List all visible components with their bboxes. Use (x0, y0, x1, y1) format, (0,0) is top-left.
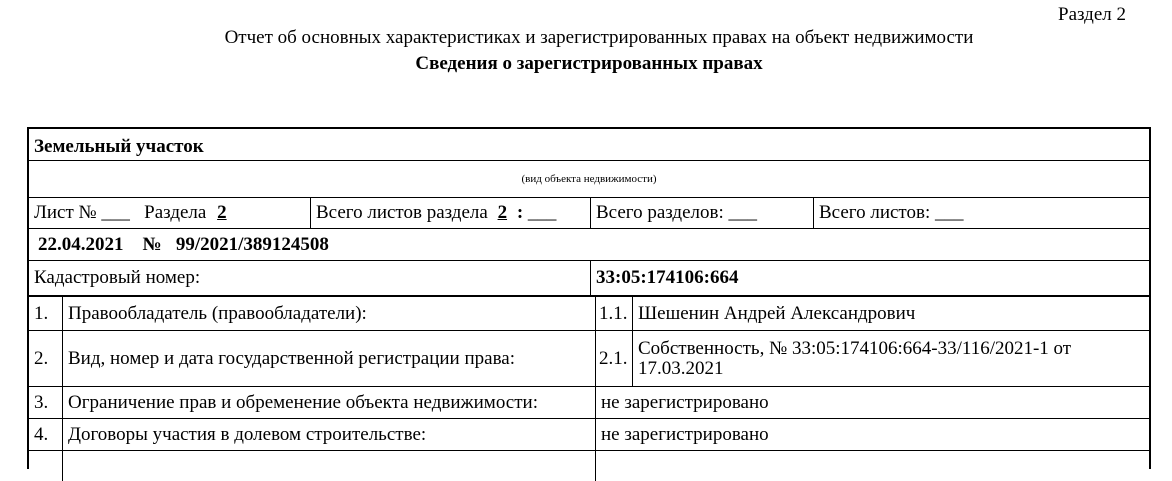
sheet-label: Лист № (34, 202, 97, 223)
row-label: Ограничение прав и обременение объекта недвижимости: (62, 387, 595, 418)
row-label: Договоры участия в долевом строительстве: (62, 419, 595, 450)
row-label: Вид, номер и дата государственной регистрации права: (62, 331, 595, 386)
total-sheets-section-blank: ___ (527, 202, 557, 223)
total-sheets-section-cell (310, 198, 590, 228)
row-value-empty (595, 451, 1149, 481)
cadastral-value: 33:05:174106:664 (590, 261, 1149, 295)
total-sheets-label: Всего листов: (819, 202, 931, 223)
row-sub-number: 2.1. (595, 331, 632, 386)
row-label-empty (62, 451, 595, 481)
total-sections-cell (590, 198, 813, 228)
doc-number: 99/2021/389124508 (175, 233, 329, 255)
section-of-label: Раздела (144, 202, 207, 223)
doc-date: 22.04.2021 (38, 233, 124, 255)
rights-rows (29, 295, 1149, 475)
report-subtitle (0, 53, 1172, 75)
report-title-text: Отчет об основных характеристиках и зарегистрированных правах на объект недвижимости (224, 27, 974, 48)
row-sub-number: 1.1. (595, 297, 632, 330)
doc-info-row (29, 229, 1149, 261)
row-value: Собственность, № 33:05:174106:664-33/116/2021-1 от 17.03.2021 (632, 331, 1149, 386)
total-sheets-cell (813, 198, 1149, 228)
sheet-blank: ___ (101, 202, 130, 223)
total-sections-label: Всего разделов: (596, 202, 724, 223)
cadastral-label: Кадастровый номер: (34, 267, 201, 288)
table-row-partial (29, 451, 1149, 481)
rights-table (27, 127, 1151, 469)
row-number: 3. (34, 391, 49, 413)
total-sheets-section-value: 2 (497, 202, 508, 223)
table-row (29, 331, 1149, 387)
section-label: Раздел 2 (1058, 4, 1126, 25)
total-sections-blank: ___ (728, 202, 758, 223)
sheet-info-row (29, 198, 1149, 229)
doc-number-sign: № (142, 233, 162, 255)
section-of-value: 2 (217, 202, 227, 223)
object-type-caption-row (29, 161, 1149, 198)
table-row (29, 419, 1149, 451)
row-number: 4. (34, 423, 49, 445)
total-sheets-section-label: Всего листов раздела (316, 202, 488, 223)
total-sheets-blank: ___ (934, 202, 964, 223)
row-value: не зарегистрировано (595, 387, 1149, 418)
object-type-row (29, 129, 1149, 161)
table-row (29, 387, 1149, 419)
sheet-number-cell (29, 198, 310, 228)
row-value: не зарегистрировано (595, 419, 1149, 450)
object-type: Земельный участок (34, 136, 204, 157)
doc-info-cell (33, 229, 733, 260)
report-title (0, 27, 1172, 49)
table-row (29, 297, 1149, 331)
row-number: 2. (34, 347, 49, 369)
object-type-caption: (вид объекта недвижимости) (521, 173, 657, 185)
report-subtitle-text: Сведения о зарегистрированных правах (415, 53, 763, 74)
cadastral-row (29, 261, 1149, 295)
row-value: Шешенин Андрей Александрович (632, 297, 1149, 330)
row-number: 1. (34, 302, 49, 324)
row-label: Правообладатель (правообладатели): (62, 297, 595, 330)
total-sheets-section-sep: : (516, 202, 524, 223)
